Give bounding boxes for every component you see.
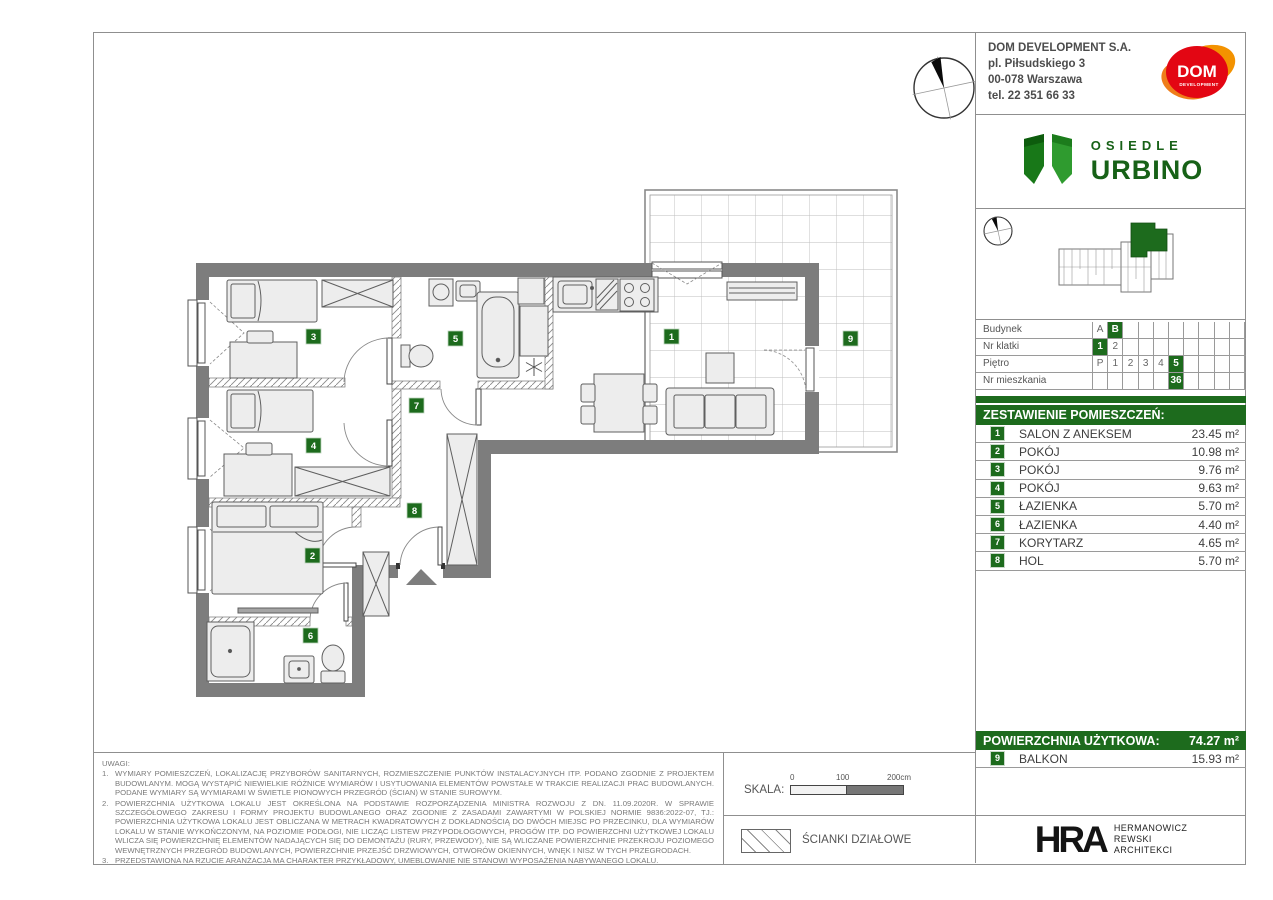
svg-text:2: 2: [309, 551, 316, 562]
scale-bar-light: [790, 785, 848, 795]
chip-room-5: [448, 331, 463, 346]
room-row-3: 3 POKÓJ 9.76 m²: [976, 461, 1246, 479]
dining-table: [594, 374, 644, 432]
entrance-door: [396, 527, 445, 585]
green-divider: [976, 396, 1246, 403]
architect-line3: ARCHITEKCI: [1113, 845, 1173, 855]
svg-text:1: 1: [668, 332, 675, 343]
coffee-table: [706, 353, 734, 383]
table-row-pietro: Piętro P 1 2 3 4 5: [976, 356, 1246, 373]
room-chip: 1: [991, 427, 1004, 440]
table-row-mieszkanie: Nr mieszkania 36: [976, 373, 1246, 390]
room-row-1: 1 SALON Z ANEKSEM 23.45 m²: [976, 425, 1246, 443]
room-row-8: 8 HOL 5.70 m²: [976, 552, 1246, 570]
architect-logo-box: [976, 815, 1246, 863]
stove: [620, 279, 654, 311]
floor-plan-drawing: [93, 32, 975, 752]
table-row-budynek: Budynek A B: [976, 322, 1246, 339]
room-chip: 3: [991, 463, 1004, 476]
unit-location-table: [976, 322, 1246, 389]
total-area-label: POWIERZCHNIA UŻYTKOWA:: [983, 733, 1160, 748]
note-item-1: 1. WYMIARY POMIESZCZEŃ, LOKALIZACJĘ PRZYBORÓW SANITARNYCH, ROZMIESZCZENIE PUNKTÓW INSTALACYJNYCH ITP. PODANO ZGODNIE Z PROJEKTEM BUDOWLANYM. MOGĄ WYSTĄPIĆ NIEWIELKIE RÓŻNICE WYMIARÓW I USYTUOWANIA ELEMENTÓW POWSTAŁE W TRAKCIE REALIZACJI PRAC BUDOWLANYCH. PODANE WYMIARY SĄ WYMIARAMI W ŚWIETLE PIONOWYCH PRZEGRÓD (ŚCIAN) W STANIE SUROWYM.: [102, 769, 714, 798]
notes-header: UWAGI:: [102, 759, 130, 768]
svg-text:7: 7: [413, 401, 420, 412]
chair-room4: [246, 443, 272, 455]
company-info-box: [976, 32, 1246, 115]
room-row-5: 5 ŁAZIENKA 5.70 m²: [976, 498, 1246, 516]
hra-logo: HRA: [1034, 818, 1106, 860]
chip-room-9: [843, 331, 858, 346]
company-address-1: pl. Piłsudskiego 3: [988, 58, 1086, 70]
note-item-3: 3. PRZEDSTAWIONA NA RZUCIE ARANŻACJA MA CHARAKTER PRZYKŁADOWY, UMEBLOWANIE NIE STANOWI WYPOSAŻENIA NABYWANEGO LOKALU.: [102, 856, 659, 866]
svg-text:6: 6: [307, 631, 314, 642]
svg-text:DOM: DOM: [1177, 62, 1217, 81]
room-row-4: 4 POKÓJ 9.63 m²: [976, 480, 1246, 498]
tv-cabinet: [727, 282, 797, 300]
site-plan-box: [976, 209, 1246, 320]
toilet-bath6: [322, 645, 344, 671]
notes-box: [93, 752, 723, 864]
rooms-header: ZESTAWIENIE POMIESZCZEŃ:: [976, 405, 1246, 425]
room-chip: 8: [991, 554, 1004, 567]
chip-room-7: [409, 398, 424, 413]
chip-room-3: [306, 329, 321, 344]
chair: [643, 406, 657, 424]
scale-bar-dark: [846, 785, 904, 795]
scale-box: [723, 752, 976, 816]
urbino-logo-icon: [1019, 134, 1081, 190]
north-compass-icon: [906, 50, 975, 126]
svg-text:4: 4: [310, 441, 317, 452]
svg-text:5: 5: [452, 334, 459, 345]
chair: [581, 384, 595, 402]
chip-room-6: [303, 628, 318, 643]
title-block-panel: [975, 32, 1246, 863]
svg-text:9: 9: [847, 334, 854, 345]
scale-tick-0: 0: [790, 773, 795, 782]
company-phone: tel. 22 351 66 33: [988, 90, 1075, 102]
chair: [643, 384, 657, 402]
project-logo-line2: URBINO: [1090, 154, 1204, 185]
svg-text:8: 8: [411, 506, 418, 517]
room-chip: 5: [991, 500, 1004, 513]
svg-text:DEVELOPMENT: DEVELOPMENT: [1179, 82, 1219, 87]
room-row-6: 6 ŁAZIENKA 4.40 m²: [976, 516, 1246, 534]
partition-wall-swatch: [741, 829, 791, 853]
site-plan-drawing: [976, 209, 1246, 319]
room-chip: 2: [991, 445, 1004, 458]
chip-room-2: [305, 548, 320, 563]
scale-tick-100: 100: [836, 773, 850, 782]
site-compass-icon: [980, 213, 1016, 249]
total-area-bar: [976, 731, 1246, 750]
chip-room-4: [306, 438, 321, 453]
toilet-bath5: [409, 345, 433, 367]
room-chip: 6: [991, 518, 1004, 531]
desk-room4: [224, 454, 292, 496]
room-chip: 7: [991, 536, 1004, 549]
table-row-klatka: Nr klatki 1 2: [976, 339, 1246, 356]
room-row-7: 7 KORYTARZ 4.65 m²: [976, 534, 1246, 552]
chip-room-1: [664, 329, 679, 344]
dom-development-logo: [1154, 40, 1238, 106]
floor-plan: [93, 32, 975, 752]
architect-line1: HERMANOWICZ: [1113, 823, 1188, 833]
balcony-row: 9 BALKON 15.93 m²: [976, 750, 1246, 768]
legend-box: [723, 815, 976, 864]
note-item-2: 2. POWIERZCHNIA UŻYTKOWA LOKALU JEST OKREŚLONA NA PODSTAWIE ROZPORZĄDZENIA MINISTRA ROZWOJU Z DN. 11.09.2020R. W SPRAWIE SZCZEGÓŁOWEGO ZAKRESU I FORMY PROJEKTU BUDOWLANEGO ORAZ ZGODNIE Z ZASADAMI ZAWARTYMI W POLSKIEJ NORMIE 9836:2022-07, TJ.: POWIERZCHNIA UŻYTKOWA LOKALU JEST OBLICZANA W METRACH KWADRATOWYCH Z DOKŁADNOŚCIĄ DO DWÓCH MIEJSC PO PRZECINKU, DLA WYMIARÓW LOKALU W STANIE WYKOŃCZONYM, NA POZIOMIE PODŁOGI, NIE LICZĄC LISTEW PRZYPODŁOGOWYCH, PROGÓW ITP. DO POWIERZCHNI UŻYTKOWEJ LOKALU WLICZA SIĘ POWIERZCHNIĘ ELEMENTÓW NADAJĄCYCH SIĘ DO DEMONTAŻU (RURY, PRZEWODY), NIE SĄ WLICZANE POWIERZCHNIE PRZEKROJU POZIOMEGO WEWNĘTRZNYCH PRZEGRÓD BUDOWLANYCH, POWIERZCHNIE PRZEJŚĆ DRZWIOWYCH, OTWORÓW OKIENNYCH, WNĘK I NISZ W TYCH PRZEGRODACH.: [102, 798, 714, 855]
cabinet-bath5: [520, 306, 548, 356]
scale-label: SKALA:: [744, 784, 785, 796]
rug-room2: [238, 608, 318, 613]
project-logo-box: [976, 115, 1246, 209]
svg-text:3: 3: [310, 332, 317, 343]
partition-wall-label: ŚCIANKI DZIAŁOWE: [802, 834, 912, 846]
fridge: [518, 278, 544, 304]
room-chip: 9: [991, 752, 1004, 765]
company-name: DOM DEVELOPMENT S.A.: [988, 42, 1132, 54]
total-area-value: 74.27 m²: [1188, 733, 1239, 748]
room-row-2: 2 POKÓJ 10.98 m²: [976, 443, 1246, 461]
company-address-2: 00-078 Warszawa: [988, 74, 1083, 86]
chair-room3: [247, 331, 273, 343]
desk-room3: [230, 342, 297, 378]
chip-room-8: [407, 503, 422, 518]
boiler-symbol: [526, 358, 542, 376]
chair: [581, 406, 595, 424]
scale-tick-200: 200cm: [887, 773, 912, 782]
project-logo-line1: OSIEDLE: [1090, 137, 1183, 153]
room-chip: 4: [991, 482, 1004, 495]
architect-line2: REWSKI: [1113, 834, 1152, 844]
room-list: [976, 425, 1246, 571]
